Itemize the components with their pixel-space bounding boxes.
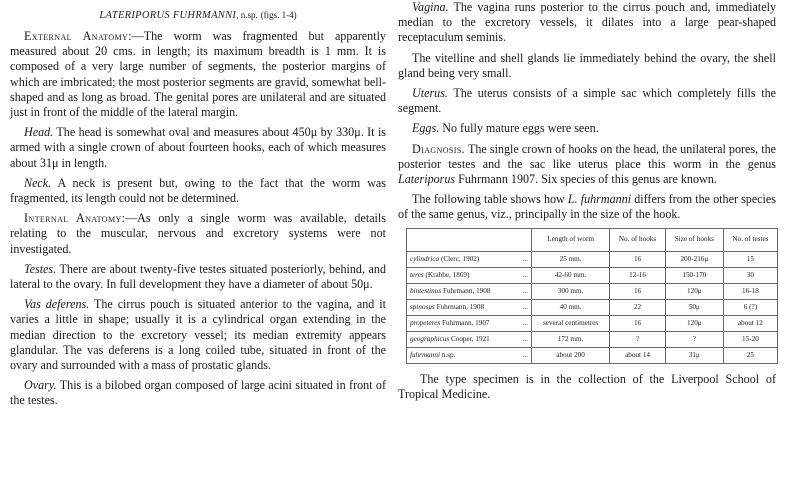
- table-row: [407, 299, 778, 315]
- length-cell: several centimetres: [532, 315, 610, 331]
- species-cell: ... geographicus Cooper, 1921: [407, 331, 532, 347]
- testes-cell: 6 (?): [723, 299, 777, 315]
- size-cell: ?: [665, 331, 723, 347]
- length-cell: 172 mm.: [532, 331, 610, 347]
- length-cell: about 200: [532, 347, 610, 363]
- length-cell: 25 mm.: [532, 251, 610, 267]
- testes-cell: 15: [723, 251, 777, 267]
- eggs-paragraph: Eggs. No fully mature eggs were seen.: [412, 121, 599, 136]
- table-row: [407, 347, 778, 363]
- size-cell: 200-216μ: [665, 251, 723, 267]
- hooks-cell: about 14: [610, 347, 666, 363]
- species-cell: ... spinosus Fuhrmann, 1908: [407, 299, 532, 315]
- table-row: [407, 315, 778, 331]
- species-cell: ... cylindrica (Clerc, 1902): [407, 251, 532, 267]
- title-suffix: , n.sp.: [236, 10, 258, 20]
- table-header-cell: [407, 228, 532, 251]
- species-title: LATERIPORUS FUHRMANNI: [99, 10, 237, 21]
- species-cell: ... bintestinus Fuhrmann, 1908: [407, 283, 532, 299]
- table-header-row: [407, 228, 778, 251]
- testes-cell: about 12: [723, 315, 777, 331]
- species-cell: ... propeteres Fuhrmann, 1907: [407, 315, 532, 331]
- vitelline-paragraph: The vitelline and shell glands lie immediately behind the ovary, the shell gland being very small.: [398, 50, 776, 80]
- external-anatomy-paragraph: External Anatomy:—The worm was fragmented but apparently measured about 20 cms. in length; its maximum breadth is 1 mm. It is composed of a very large number of segments, the posterior margins of which are imbricated; the most posterior segments are gravid, somewhat bell-shaped and as long as broad. The genital pores are unilateral and are situated just in front of the middle of the lateral margin.: [10, 29, 386, 120]
- internal-anatomy-paragraph: Internal Anatomy:—As only a single worm was available, details relating to the muscular, nervous and excretory systems were not investigated.: [10, 211, 386, 256]
- left-column: [10, 0, 386, 414]
- length-cell: 40 mm.: [532, 299, 610, 315]
- vagina-paragraph: Vagina. The vagina runs posterior to the cirrus pouch and, immediately median to the excretory vessels, it dilates into a large pear-shaped receptaculum seminis.: [398, 0, 776, 45]
- table-row: [407, 267, 778, 283]
- neck-paragraph: Neck. A neck is present but, owing to the fact that the worm was fragmented, its length could not be determined.: [10, 175, 386, 206]
- table-header-cell: Length of worm: [532, 228, 610, 251]
- size-cell: 120μ: [665, 283, 723, 299]
- table-row: [407, 283, 778, 299]
- uterus-paragraph: Uterus. The uterus consists of a simple sac which completely fills the segment.: [398, 86, 776, 116]
- length-cell: 300 mm.: [532, 283, 610, 299]
- table-header-cell: No. of testes: [723, 228, 777, 251]
- ovary-paragraph: Ovary. This is a bilobed organ composed of large acini situated in front of the testes.: [10, 378, 386, 408]
- testes-cell: 25: [723, 347, 777, 363]
- table-row: [407, 331, 778, 347]
- size-cell: 120μ: [665, 315, 723, 331]
- table-header-cell: No. of hooks: [610, 228, 666, 251]
- testes-cell: 16-18: [723, 283, 777, 299]
- right-column: [398, 0, 776, 407]
- species-cell: ... teres (Krabbe, 1869): [407, 267, 532, 283]
- head-paragraph: Head. The head is somewhat oval and measures about 450μ by 330μ. It is armed with a single crown of about fourteen hooks, each of which measures about 31μ in length.: [10, 125, 387, 170]
- hooks-cell: 16: [610, 283, 666, 299]
- vas-deferens-paragraph: Vas deferens. The cirrus pouch is situated anterior to the vagina, and it varies a little in shape; usually it is a cylindrical organ extending in the median direction to the excretory vessel; its median extremity appears glandular. The vas deferens is a long coiled tube, situated in front of the ovary and surrounded with a mass of prostatic glands.: [10, 297, 386, 373]
- hooks-cell: 22: [610, 299, 666, 315]
- species-cell: ... fuhrmanni n.sp.: [407, 347, 532, 363]
- table-header-cell: Size of hooks: [665, 228, 723, 251]
- figure-ref: (figs. 1-4): [260, 10, 297, 20]
- size-cell: 31μ: [665, 347, 723, 363]
- hooks-cell: 16: [610, 315, 666, 331]
- diagnosis-paragraph: Diagnosis. The single crown of hooks on the head, the unilateral pores, the posterior testes and the sac like uterus place this worm in the genus Lateriporus Fuhrmann 1907. Six species of this genus are known.: [398, 141, 776, 187]
- hooks-cell: 12-16: [610, 267, 666, 283]
- testes-paragraph: Testes. There are about twenty-five testes situated posteriorly, behind, and lateral to the ovary. In full development they have a diameter of about 50μ.: [10, 261, 387, 292]
- testes-cell: 30: [723, 267, 777, 283]
- hooks-cell: 16: [610, 251, 666, 267]
- size-cell: 50μ: [665, 299, 723, 315]
- table-body: [407, 251, 778, 363]
- table-intro-paragraph: The following table shows how L. fuhrmanni differs from the other species of the same genus, viz., principally in the size of the hook.: [398, 192, 776, 222]
- length-cell: 42-60 mm.: [532, 267, 610, 283]
- hooks-cell: ?: [610, 331, 666, 347]
- footer-paragraph: The type specimen is in the collection of the Liverpool School of Tropical Medicine.: [398, 371, 776, 401]
- size-cell: 150-170: [665, 267, 723, 283]
- testes-cell: 15-20: [723, 331, 777, 347]
- species-comparison-table: [406, 228, 778, 364]
- table-row: [407, 251, 778, 267]
- page-title: [10, 10, 386, 21]
